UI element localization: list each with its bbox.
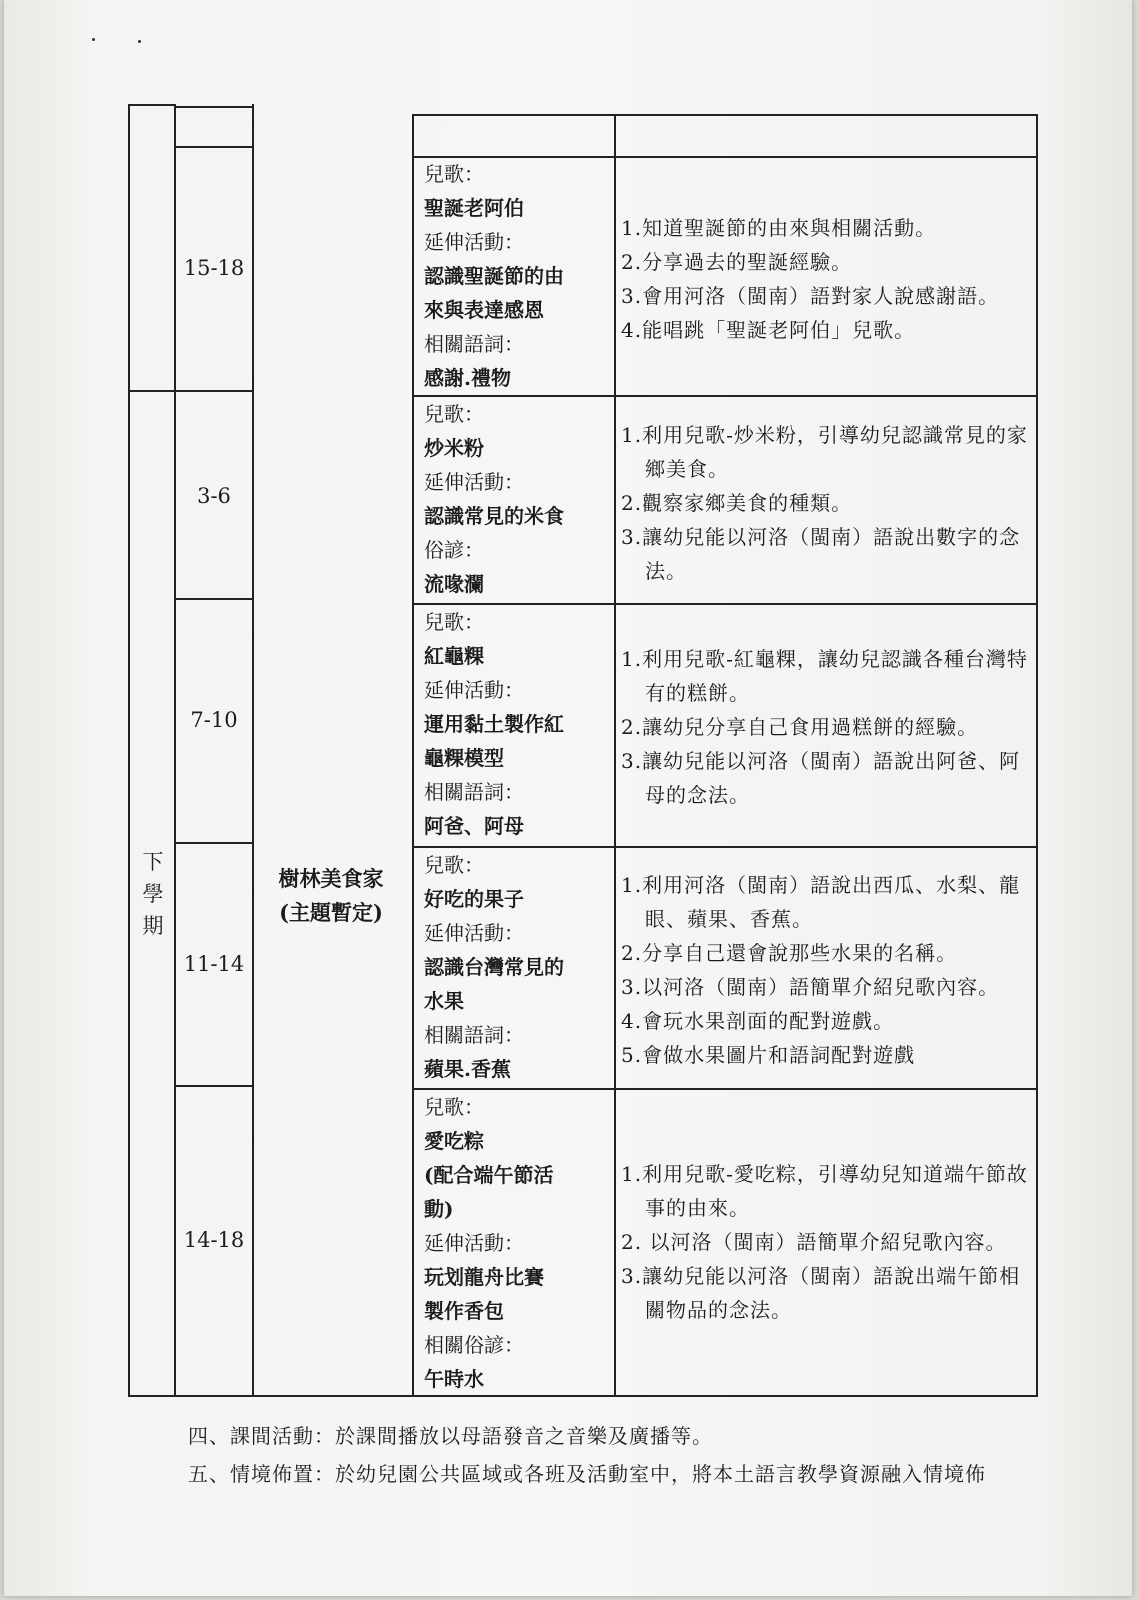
content-line: 延伸活動： <box>424 470 524 494</box>
week-range: 3-6 <box>197 484 231 508</box>
content-line: 認識常見的米食 <box>424 504 564 528</box>
content-line: 延伸活動： <box>424 1231 524 1255</box>
semester-label: 下學期 <box>142 850 164 938</box>
theme-name: 樹林美食家 <box>278 866 384 891</box>
content-line: 兒歌： <box>424 1095 484 1119</box>
content-line: 紅龜粿 <box>424 644 484 668</box>
content-line: 感謝.禮物 <box>424 366 511 390</box>
goal-item: 2.觀察家鄉美食的種類。 <box>621 491 853 515</box>
unit-content <box>424 605 564 843</box>
unit-goals <box>621 211 1029 347</box>
goal-item: 5.會做水果圖片和語詞配對遊戲 <box>621 1043 916 1067</box>
content-line: 相關俗諺： <box>424 1333 524 1357</box>
content-line: 相關語詞： <box>424 332 524 356</box>
goal-item: 3.讓幼兒能以河洛（閩南）語說出端午節相關物品的念法。 <box>621 1264 1021 1322</box>
week-range: 14-18 <box>183 1228 245 1252</box>
content-line: 動) <box>424 1197 454 1221</box>
week-range: 15-18 <box>183 256 245 280</box>
content-line: 兒歌： <box>424 610 484 634</box>
goal-item: 1.利用河洛（閩南）語說出西瓜、水梨、龍眼、蘋果、香蕉。 <box>621 873 1021 931</box>
week-range: 11-14 <box>183 952 245 976</box>
content-line: 炒米粉 <box>424 436 484 460</box>
unit-content <box>424 157 564 395</box>
content-line: 認識聖誕節的由 <box>424 264 564 288</box>
goal-item: 4.會玩水果剖面的配對遊戲。 <box>621 1009 895 1033</box>
footer-item-environment: 五、情境佈置：於幼兒園公共區域或各班及活動室中，將本土語言教學資源融入情境佈 <box>188 1462 986 1486</box>
goal-item: 1.利用兒歌-紅龜粿，讓幼兒認識各種台灣特有的糕餅。 <box>621 647 1028 705</box>
content-line: 愛吃粽 <box>424 1129 484 1153</box>
content-line: 來與表達感恩 <box>424 298 544 322</box>
goal-item: 2. 以河洛（閩南）語簡單介紹兒歌內容。 <box>621 1230 1007 1254</box>
goal-item: 2.分享自己還會說那些水果的名稱。 <box>621 941 958 965</box>
content-line: 龜粿模型 <box>424 746 504 770</box>
goal-item: 1.利用兒歌-愛吃粽，引導幼兒知道端午節故事的由來。 <box>621 1162 1028 1220</box>
content-line: 阿爸、阿母 <box>424 814 524 838</box>
week-range: 7-10 <box>190 708 238 732</box>
goal-item: 1.利用兒歌-炒米粉，引導幼兒認識常見的家鄉美食。 <box>621 423 1028 481</box>
content-line: 延伸活動： <box>424 921 524 945</box>
content-line: 好吃的果子 <box>424 887 524 911</box>
goal-item: 3.讓幼兒能以河洛（閩南）語說出數字的念法。 <box>621 525 1021 583</box>
goal-item: 3.讓幼兒能以河洛（閩南）語說出阿爸、阿母的念法。 <box>621 749 1021 807</box>
paper-sheet <box>4 0 1132 1596</box>
goal-item: 2.分享過去的聖誕經驗。 <box>621 250 853 274</box>
goal-item: 2.讓幼兒分享自己食用過糕餅的經驗。 <box>621 715 979 739</box>
content-line: 水果 <box>424 989 464 1013</box>
content-line: 流喙瀾 <box>424 572 484 596</box>
unit-goals <box>621 868 1029 1072</box>
goal-item: 3.以河洛（閩南）語簡單介紹兒歌內容。 <box>621 975 1000 999</box>
content-line: 午時水 <box>424 1367 484 1391</box>
content-line: (配合端午節活 <box>424 1163 554 1187</box>
content-line: 兒歌： <box>424 853 484 877</box>
content-line: 延伸活動： <box>424 678 524 702</box>
content-line: 認識台灣常見的 <box>424 955 564 979</box>
content-line: 俗諺： <box>424 538 484 562</box>
unit-content <box>424 1090 553 1396</box>
unit-goals <box>621 1157 1029 1327</box>
goal-item: 4.能唱跳「聖誕老阿伯」兒歌。 <box>621 318 916 342</box>
content-line: 延伸活動： <box>424 230 524 254</box>
content-line: 運用黏土製作紅 <box>424 712 564 736</box>
content-line: 蘋果.香蕉 <box>424 1057 511 1081</box>
unit-content <box>424 397 564 601</box>
content-line: 製作香包 <box>424 1299 504 1323</box>
goal-item: 3.會用河洛（閩南）語對家人說感謝語。 <box>621 284 1000 308</box>
content-line: 玩划龍舟比賽 <box>424 1265 544 1289</box>
unit-goals <box>621 418 1029 588</box>
content-line: 相關語詞： <box>424 1023 524 1047</box>
content-line: 相關語詞： <box>424 780 524 804</box>
unit-content <box>424 848 564 1086</box>
content-line: 兒歌： <box>424 162 484 186</box>
unit-goals <box>621 642 1029 812</box>
footer-item-break-activity: 四、課間活動：於課間播放以母語發音之音樂及廣播等。 <box>188 1424 713 1448</box>
theme-note: (主題暫定) <box>279 900 383 925</box>
content-line: 聖誕老阿伯 <box>424 196 524 220</box>
content-line: 兒歌： <box>424 402 484 426</box>
goal-item: 1.知道聖誕節的由來與相關活動。 <box>621 216 937 240</box>
theme-title <box>256 862 406 930</box>
